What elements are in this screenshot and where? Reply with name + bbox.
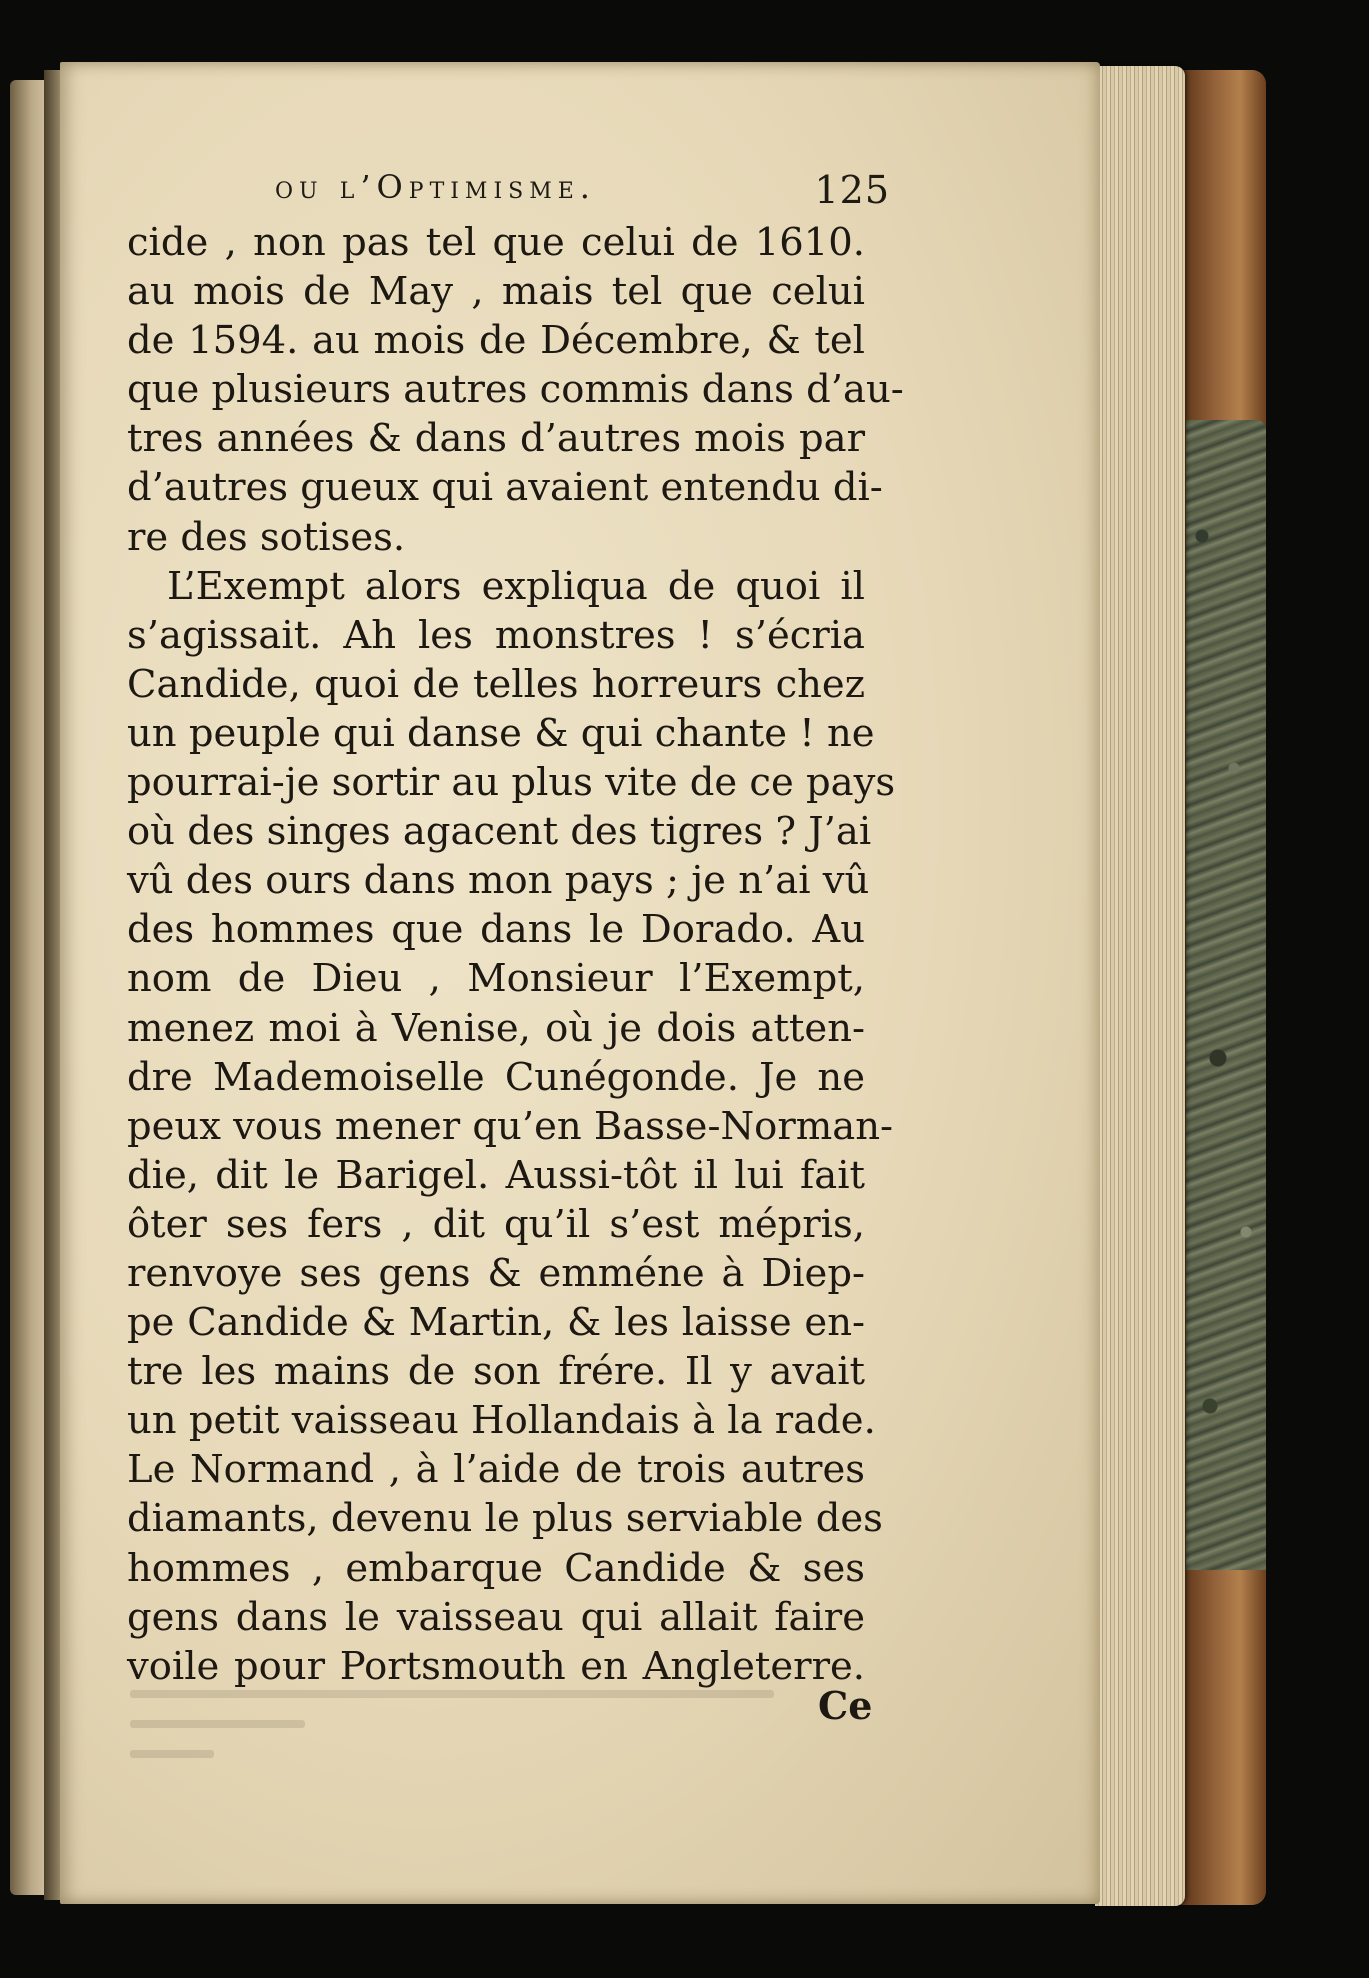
leather-cover-bottom xyxy=(1180,1570,1266,1905)
reverse-side-showthrough xyxy=(130,1690,830,1800)
page-number: 125 xyxy=(814,168,890,212)
text-line: pourrai-je sortir au plus vite de ce pays xyxy=(127,760,896,806)
text-line: voile pour Portsmouth en Angleterre. xyxy=(127,1643,865,1689)
catchword: Ce xyxy=(818,1683,873,1728)
text-line: hommes , embarque Candide & ses xyxy=(127,1545,865,1591)
page-body-text xyxy=(127,218,904,1691)
text-line: gens dans le vaisseau qui allait faire xyxy=(127,1594,865,1640)
text-line: renvoye ses gens & emméne à Diep- xyxy=(127,1250,865,1296)
running-head xyxy=(275,168,890,212)
text-line: vû des ours dans mon pays ; je n’ai vû xyxy=(127,858,870,904)
text-line: un peuple qui danse & qui chante ! ne xyxy=(127,710,875,756)
text-line: que plusieurs autres commis dans d’au- xyxy=(127,367,904,413)
running-head-title: ou l’Optimisme. xyxy=(275,168,596,206)
text-line: un petit vaisseau Hollandais à la rade. xyxy=(127,1398,876,1444)
text-line: où des singes agacent des tigres ? J’ai xyxy=(127,809,872,855)
text-line: die, dit le Barigel. Aussi-tôt il lui fait xyxy=(127,1152,865,1198)
text-line: s’agissait. Ah les monstres ! s’écria xyxy=(127,612,865,658)
text-line: au mois de May , mais tel que celui xyxy=(127,269,865,315)
marbled-board xyxy=(1186,420,1266,1580)
text-line: dre Mademoiselle Cunégonde. Je ne xyxy=(127,1054,865,1100)
text-line: d’autres gueux qui avaient entendu di- xyxy=(127,465,883,511)
text-line: pe Candide & Martin, & les laisse en- xyxy=(127,1300,865,1346)
text-line: nom de Dieu , Monsieur l’Exempt, xyxy=(127,956,865,1002)
leather-cover-top xyxy=(1180,70,1266,430)
text-line: tre les mains de son frére. Il y avait xyxy=(127,1349,865,1395)
text-line: Candide, quoi de telles horreurs chez xyxy=(127,661,865,707)
text-line: menez moi à Venise, où je dois atten- xyxy=(127,1005,865,1051)
page-block-edges xyxy=(1095,66,1185,1906)
text-line: ôter ses fers , dit qu’il s’est mépris, xyxy=(127,1201,865,1247)
text-line: L’Exempt alors expliqua de quoi il xyxy=(167,563,865,609)
text-line: re des sotises. xyxy=(127,514,406,560)
text-line: diamants, devenu le plus serviable des xyxy=(127,1496,883,1542)
text-line: de 1594. au mois de Décembre, & tel xyxy=(127,318,865,364)
text-line: peux vous mener qu’en Basse-Norman- xyxy=(127,1103,893,1149)
text-line: Le Normand , à l’aide de trois autres xyxy=(127,1447,865,1493)
text-line: cide , non pas tel que celui de 1610. xyxy=(127,220,865,265)
previous-page-edge xyxy=(10,80,48,1895)
text-line: tres années & dans d’autres mois par xyxy=(127,416,865,462)
text-line: des hommes que dans le Dorado. Au xyxy=(127,907,865,953)
